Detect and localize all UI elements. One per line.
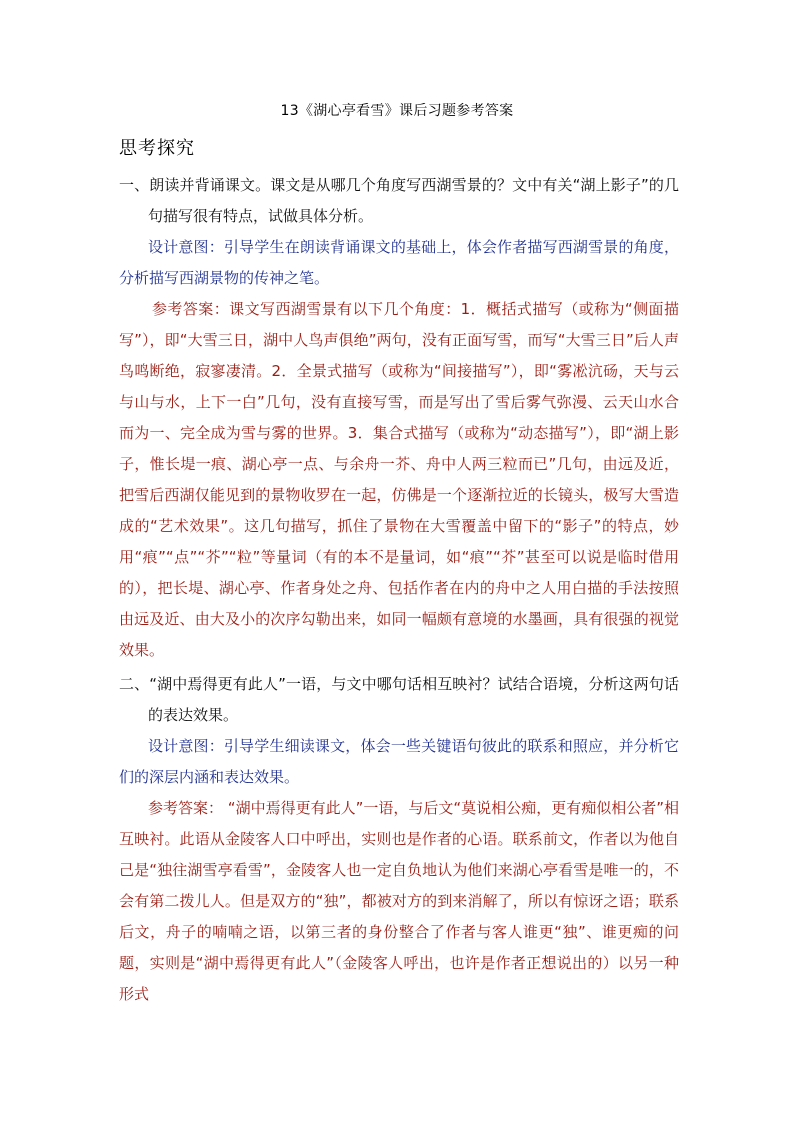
reference-answer-1: 参考答案：课文写西湖雪景有以下几个角度：1．概括式描写（或称为“侧面描写”），即“大雪三日，湖中人鸟声俱绝”两句，没有正面写雪，而写“大雪三日”后人声鸟鸣断绝，寂寥凄清。2．全景式描写（或称为“间接描写”），即“雾凇沆砀，天与云与山与水，上下一白”几句，没有直接写雪，而是写出了雪后雾气弥漫、云天山水合而为一、完全成为雪与雾的世界。3．集合式描写（或称为“动态描写”），即“湖上影子，惟长堤一痕、湖心亭一点、与余舟一芥、舟中人两三粒而已”几句，由远及近，把雪后西湖仅能见到的景物收罗在一起，仿佛是一个逐渐拉近的长镜头，极写大雪造成的“艺术效果”。这几句描写，抓住了景物在大雪覆盖中留下的“影子”的特点，妙用“痕”“点”“芥”“粒”等量词（有的本不是量词，如“痕”“芥”甚至可以说是临时借用的），把长堤、湖心亭、作者身处之舟、包括作者在内的舟中之人用白描的手法按照由远及近、由大及小的次序勾勒出来，如同一幅颇有意境的水墨画，具有很强的视觉效果。 [119,300,679,659]
design-intent-2: 设计意图：引导学生细读课文，体会一些关键语句彼此的联系和照应，并分析它们的深层内涵和表达效果。 [119,737,679,786]
reference-answer-2: 参考答案： “湖中焉得更有此人”一语，与后文“莫说相公痴，更有痴似相公者”相互映衬。此语从金陵客人口中呼出，实则也是作者的心语。联系前文，作者以为他自己是“独往湖雪亭看雪”，金陵客人也一定自负地认为他们来湖心亭看雪是唯一的，不会有第二拨儿人。但是双方的“独”，都被对方的到来消解了，所以有惊讶之语；联系后文，舟子的喃喃之语，以第三者的身份整合了作者与客人谁更“独”、谁更痴的问题，实则是“湖中焉得更有此人”（金陵客人呼出，也许是作者正想说出的）以另一种形式 [119,799,679,1003]
section-heading: 思考探究 [119,138,195,159]
document-title: 13《湖心亭看雪》课后习题参考答案 [280,103,514,119]
question-1: 一、朗读并背诵课文。课文是从哪几个角度写西湖雪景的？文中有关“湖上影子”的几句描写很有特点，试做具体分析。 [119,176,679,225]
design-intent-1: 设计意图：引导学生在朗读背诵课文的基础上，体会作者描写西湖雪景的角度，分析描写西湖景物的传神之笔。 [119,238,679,287]
question-2: 二、“湖中焉得更有此人”一语，与文中哪句话相互映衬？试结合语境，分析这两句话的表达效果。 [119,675,679,724]
